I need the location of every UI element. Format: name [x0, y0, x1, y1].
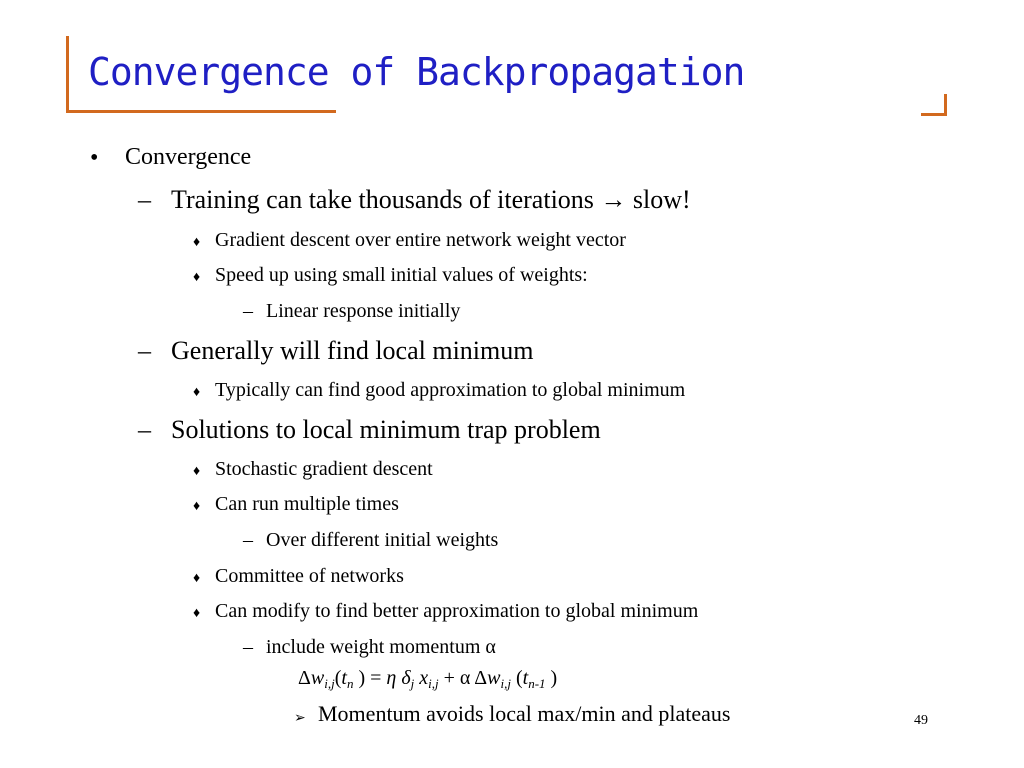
bullet-dot-icon: • — [90, 145, 99, 171]
item-linear-response: Linear response initially — [266, 300, 461, 322]
sub-bullet-local-minimum: Generally will find local minimum — [171, 336, 534, 365]
dash-marker: – — [243, 529, 253, 551]
diamond-icon: ♦ — [193, 464, 201, 479]
arrowhead-icon: ➢ — [294, 711, 306, 726]
formula-part: x — [419, 667, 429, 689]
formula-part: i,j — [500, 676, 511, 691]
sub-bullet-training: Training can take thousands of iterations → slow! — [171, 185, 691, 214]
formula-part: δ — [401, 667, 411, 689]
dash-marker: – — [138, 336, 151, 365]
point-stochastic: Stochastic gradient descent — [215, 458, 433, 480]
diamond-icon: ♦ — [193, 235, 201, 250]
dash-marker: – — [138, 415, 151, 444]
item-momentum: include weight momentum α — [266, 636, 496, 658]
formula-part: ) — [545, 667, 558, 689]
diamond-icon: ♦ — [193, 499, 201, 514]
diamond-icon: ♦ — [193, 385, 201, 400]
formula-part: ( — [510, 667, 523, 689]
page-number: 49 — [914, 713, 928, 728]
dash-marker: – — [138, 185, 151, 214]
diamond-icon: ♦ — [193, 571, 201, 586]
formula-part: n — [346, 676, 354, 691]
point-committee: Committee of networks — [215, 565, 404, 587]
formula-part: j — [410, 676, 415, 691]
formula-part: t — [522, 667, 529, 689]
formula-part: w — [487, 667, 501, 689]
point-multiple-times: Can run multiple times — [215, 493, 399, 515]
dash-marker: – — [243, 636, 253, 658]
item-initial-weights: Over different initial weights — [266, 529, 499, 551]
title-frame-bottom-bar — [66, 110, 336, 113]
point-gradient-descent: Gradient descent over entire network weight vector — [215, 229, 626, 251]
title-frame-left-bar — [66, 36, 69, 113]
formula-part: i,j — [324, 676, 335, 691]
formula-part: + α — [438, 667, 475, 689]
formula-part: w — [310, 667, 325, 689]
corner-bracket-horizontal — [921, 113, 947, 116]
formula-part: η — [386, 667, 397, 689]
formula-part: ) = — [353, 667, 387, 689]
formula-part: i,j — [428, 676, 439, 691]
slide-title: Convergence of Backpropagation — [88, 50, 745, 94]
bullet-convergence: Convergence — [125, 144, 252, 170]
point-modify: Can modify to find better approximation to global minimum — [215, 600, 699, 622]
formula-part: t — [341, 667, 347, 689]
point-momentum-avoids: Momentum avoids local max/min and plateaus — [318, 701, 731, 726]
formula-part: Δ — [474, 667, 488, 689]
diamond-icon: ♦ — [193, 606, 201, 621]
point-speed-up: Speed up using small initial values of weights: — [215, 264, 588, 286]
point-approximation: Typically can find good approximation to global minimum — [215, 379, 686, 401]
sub-bullet-solutions: Solutions to local minimum trap problem — [171, 415, 601, 444]
formula-part: Δ — [298, 667, 311, 689]
momentum-formula — [298, 667, 557, 690]
formula-part: n-1 — [528, 676, 546, 691]
dash-marker: – — [243, 300, 253, 322]
diamond-icon: ♦ — [193, 270, 201, 285]
formula-part: ( — [334, 667, 342, 689]
